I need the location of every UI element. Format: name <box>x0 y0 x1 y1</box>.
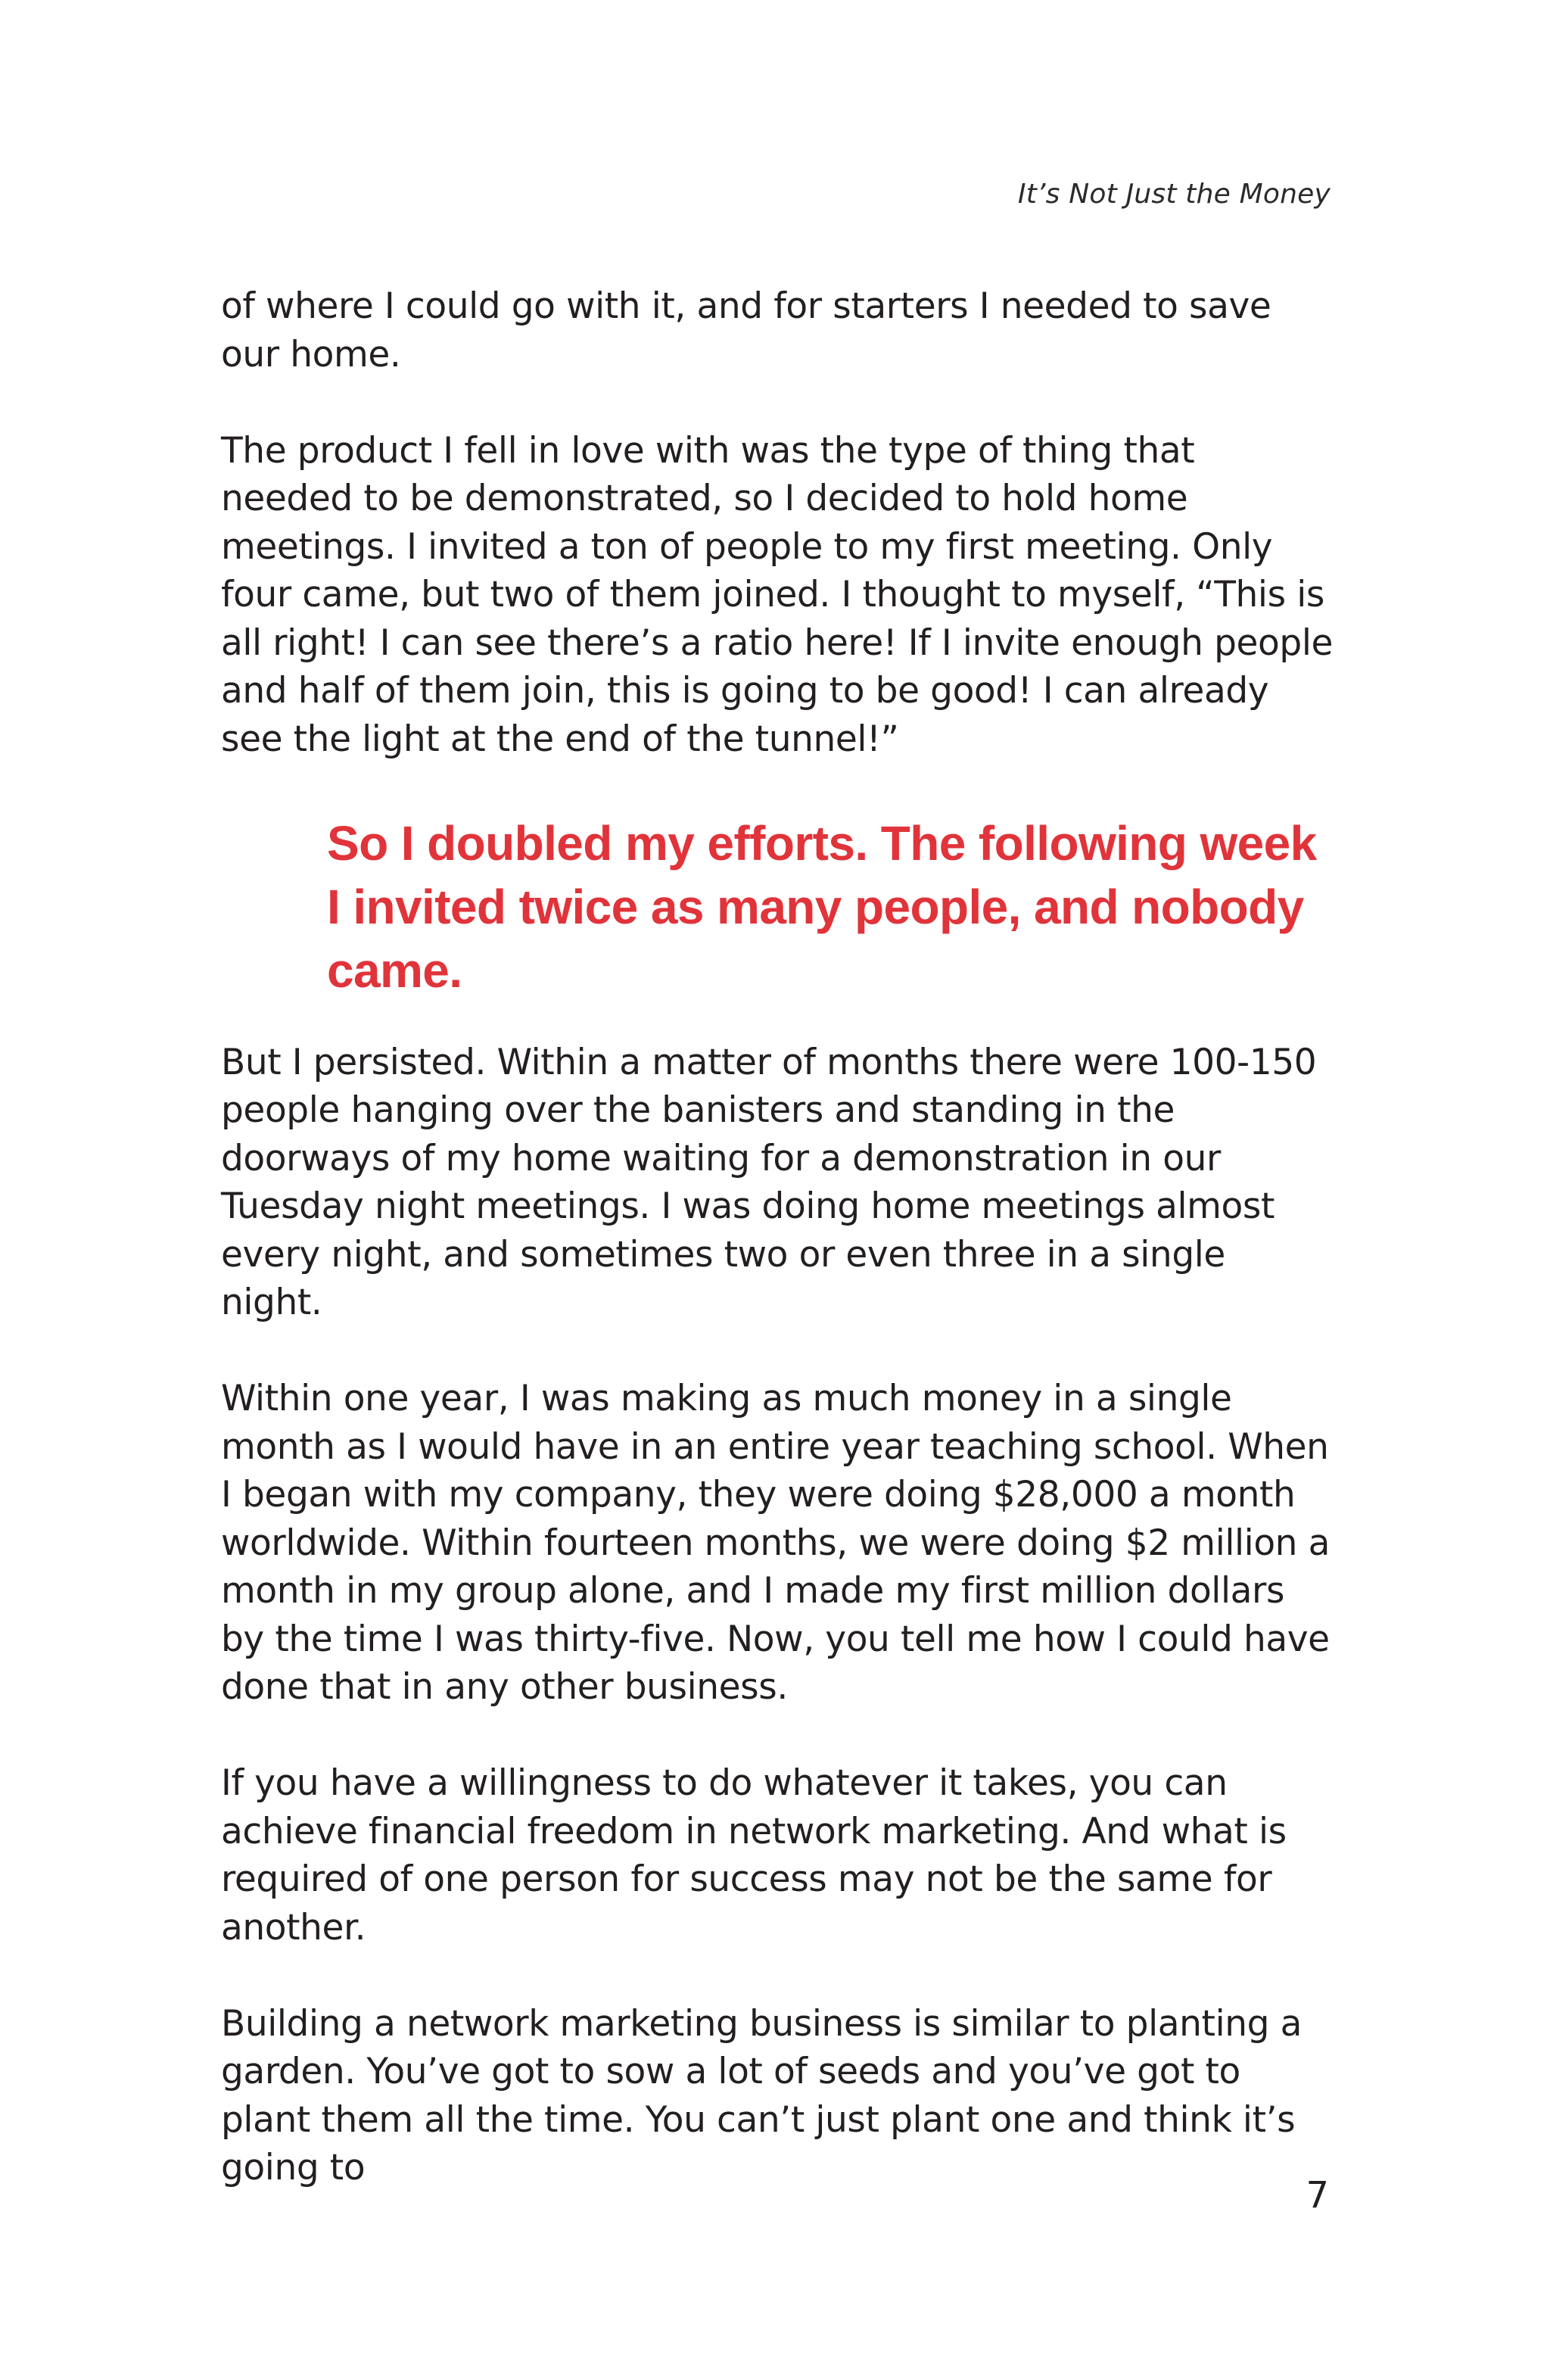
paragraph: If you have a willingness to do whatever it takes, you can achieve financial freedom in network marketing. And what is required of one person for success may not be the same for another. <box>221 1762 1287 1949</box>
page-number: 7 <box>1306 2174 1329 2216</box>
paragraph: The product I fell in love with was the type of thing that needed to be demonstrated, so I decided to hold home meetings. I invited a ton of people to my first meeting. Only four came, but two of them joined. I thought to myself, “This is all right! I can see there’s a ratio here! If I invite enough people and half of them join, this is going to be good! I can already see the light at the end of the tunnel!” <box>221 429 1334 760</box>
pull-quote: So I doubled my efforts. The following week I invited twice as many people, and nobody came. <box>327 815 1317 998</box>
running-header: It’s Not Just the Money <box>1017 179 1331 210</box>
paragraph: But I persisted. Within a matter of months there were 100-150 people hanging over the banisters and standing in the doorways of my home waiting for a demonstration in our Tuesday night meetings. I was doing home meetings almost every night, and sometimes two or even three in a single night. <box>221 1041 1317 1323</box>
body-text <box>221 282 1334 2240</box>
paragraph: Building a network marketing business is similar to planting a garden. You’ve got to sow a lot of seeds and you’ve got to plant them all the time. You can’t just plant one and think it’s going to <box>221 2002 1303 2188</box>
paragraph: Within one year, I was making as much money in a single month as I would have in an entire year teaching school. When I began with my company, they were doing $28,000 a month worldwide. Within fourteen months, we were doing $2 million a month in my group alone, and I made my first million dollars by the time I was thirty-five. Now, you tell me how I could have done that in any other business. <box>221 1378 1331 1708</box>
paragraph: of where I could go with it, and for starters I needed to save our home. <box>221 285 1271 375</box>
